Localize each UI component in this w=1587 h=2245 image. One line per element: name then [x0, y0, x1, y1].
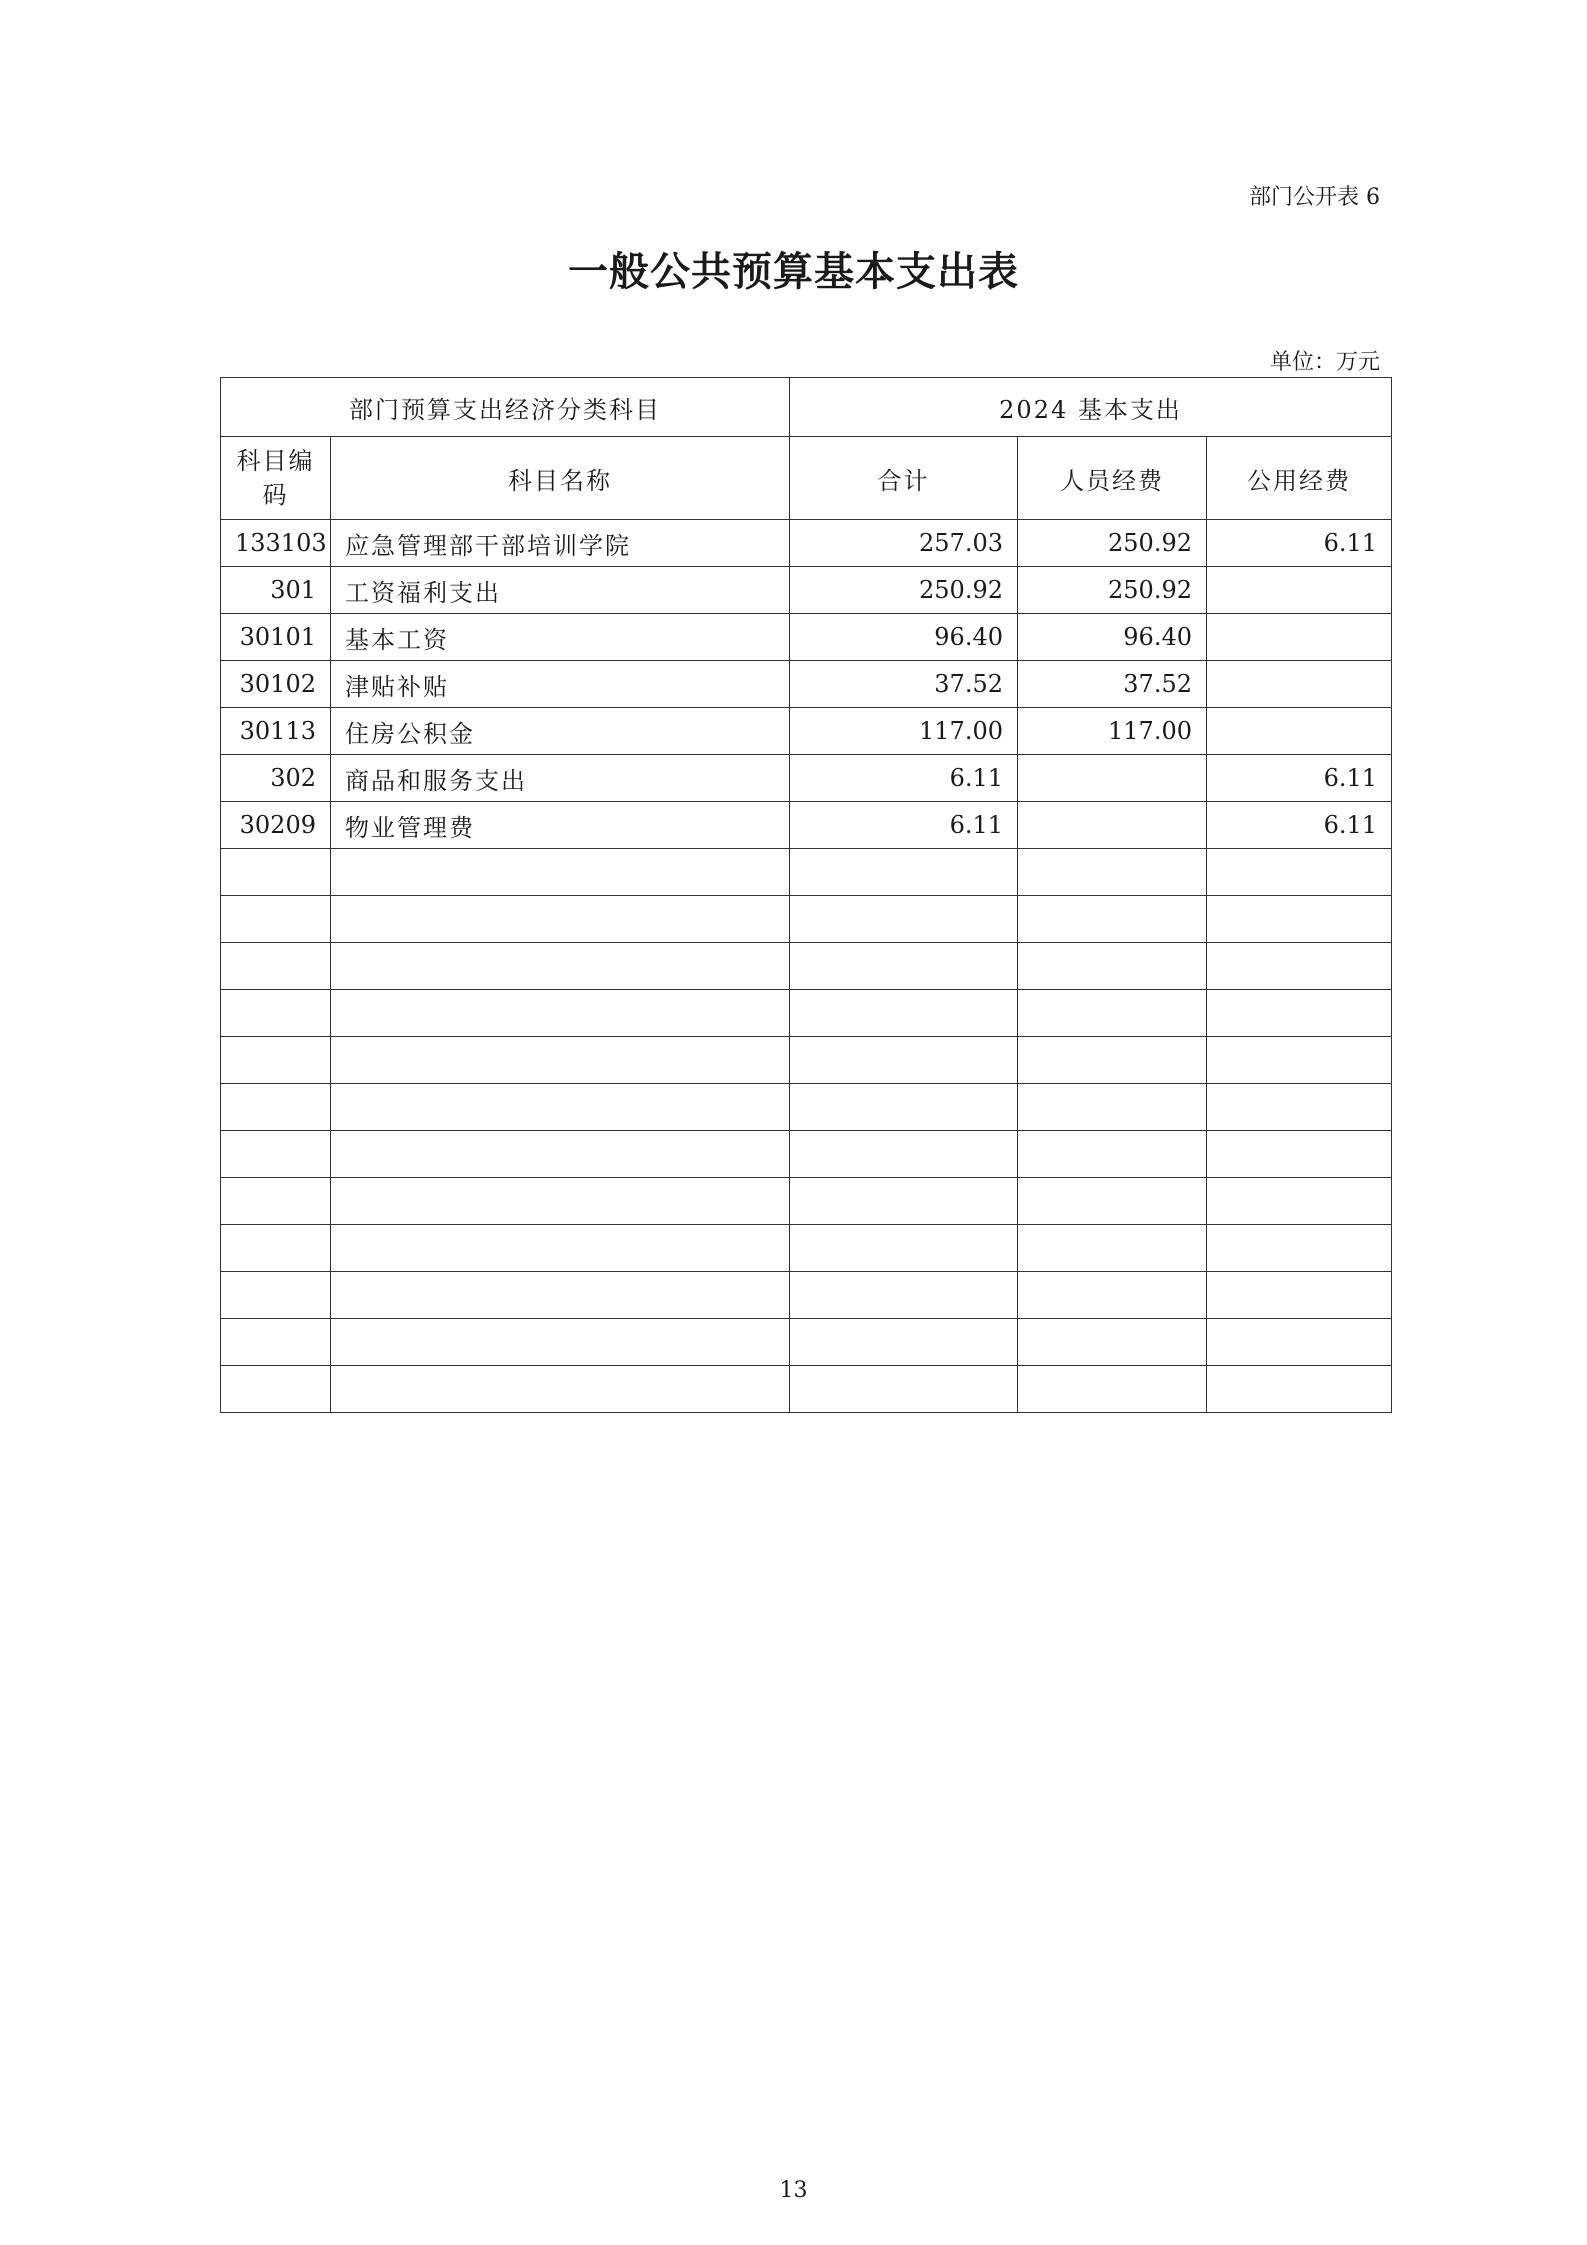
empty-cell [1018, 943, 1207, 990]
cell-total: 257.03 [790, 520, 1018, 567]
empty-cell [221, 1272, 331, 1319]
empty-cell [1207, 1084, 1392, 1131]
empty-cell [1018, 1037, 1207, 1084]
empty-cell [1018, 1178, 1207, 1225]
table-row [221, 755, 1392, 802]
empty-cell [221, 1084, 331, 1131]
cell-personnel: 117.00 [1018, 708, 1207, 755]
empty-cell [1018, 1366, 1207, 1413]
table-row [221, 614, 1392, 661]
table-row [221, 802, 1392, 849]
empty-cell [221, 849, 331, 896]
cell-total: 6.11 [790, 802, 1018, 849]
page-title: 一般公共预算基本支出表 [568, 249, 1019, 295]
empty-cell [331, 1178, 790, 1225]
cell-public [1207, 614, 1392, 661]
cell-code: 30102 [221, 661, 331, 708]
empty-cell [221, 1037, 331, 1084]
cell-name: 工资福利支出 [331, 567, 790, 614]
cell-total: 37.52 [790, 661, 1018, 708]
empty-row [221, 1084, 1392, 1131]
empty-cell [331, 990, 790, 1037]
empty-cell [221, 943, 331, 990]
cell-code: 30113 [221, 708, 331, 755]
header-row-group [221, 378, 1392, 437]
cell-public [1207, 567, 1392, 614]
cell-name: 基本工资 [331, 614, 790, 661]
empty-cell [1207, 1272, 1392, 1319]
empty-row [221, 1272, 1392, 1319]
empty-cell [1207, 990, 1392, 1037]
empty-cell [1207, 1178, 1392, 1225]
empty-cell [1018, 990, 1207, 1037]
cell-total: 6.11 [790, 755, 1018, 802]
cell-public: 6.11 [1207, 755, 1392, 802]
empty-cell [1018, 1131, 1207, 1178]
cell-public: 6.11 [1207, 802, 1392, 849]
cell-name: 津贴补贴 [331, 661, 790, 708]
empty-row [221, 1178, 1392, 1225]
empty-cell [331, 1319, 790, 1366]
empty-cell [331, 1272, 790, 1319]
cell-personnel: 37.52 [1018, 661, 1207, 708]
empty-row [221, 1131, 1392, 1178]
header-group-right: 2024 基本支出 [790, 378, 1392, 437]
empty-cell [221, 1225, 331, 1272]
empty-cell [1018, 896, 1207, 943]
empty-cell [790, 990, 1018, 1037]
empty-cell [1207, 1037, 1392, 1084]
empty-cell [221, 1131, 331, 1178]
cell-name: 商品和服务支出 [331, 755, 790, 802]
cell-name: 住房公积金 [331, 708, 790, 755]
empty-cell [331, 849, 790, 896]
empty-cell [1018, 1272, 1207, 1319]
empty-cell [221, 990, 331, 1037]
header-group-left: 部门预算支出经济分类科目 [221, 378, 790, 437]
cell-personnel [1018, 755, 1207, 802]
empty-cell [1207, 1366, 1392, 1413]
cell-total: 96.40 [790, 614, 1018, 661]
empty-cell [790, 1037, 1018, 1084]
empty-cell [1207, 943, 1392, 990]
cell-public [1207, 708, 1392, 755]
empty-cell [790, 896, 1018, 943]
table-row [221, 661, 1392, 708]
empty-row [221, 1319, 1392, 1366]
table-row [221, 520, 1392, 567]
empty-row [221, 1225, 1392, 1272]
cell-code: 301 [221, 567, 331, 614]
header-personnel: 人员经费 [1018, 437, 1207, 520]
empty-cell [790, 1131, 1018, 1178]
empty-cell [1018, 1319, 1207, 1366]
empty-cell [1207, 1225, 1392, 1272]
header-row-columns [221, 437, 1392, 520]
empty-cell [1207, 1319, 1392, 1366]
page-number: 13 [779, 2178, 808, 2203]
empty-row [221, 1366, 1392, 1413]
cell-code: 30209 [221, 802, 331, 849]
cell-code: 133103 [221, 520, 331, 567]
cell-name: 应急管理部干部培训学院 [331, 520, 790, 567]
empty-cell [221, 1366, 331, 1413]
cell-public: 6.11 [1207, 520, 1392, 567]
empty-cell [790, 1178, 1018, 1225]
empty-cell [790, 1084, 1018, 1131]
empty-row [221, 1037, 1392, 1084]
cell-name: 物业管理费 [331, 802, 790, 849]
cell-personnel: 250.92 [1018, 567, 1207, 614]
empty-row [221, 943, 1392, 990]
empty-cell [221, 1319, 331, 1366]
table-row [221, 567, 1392, 614]
cell-code: 30101 [221, 614, 331, 661]
empty-cell [790, 1225, 1018, 1272]
empty-cell [1207, 849, 1392, 896]
empty-cell [790, 1319, 1018, 1366]
unit-label: 单位：万元 [1269, 350, 1380, 375]
empty-cell [1207, 1131, 1392, 1178]
empty-cell [790, 1366, 1018, 1413]
empty-cell [331, 1366, 790, 1413]
empty-cell [331, 1037, 790, 1084]
cell-code: 302 [221, 755, 331, 802]
table-row [221, 708, 1392, 755]
empty-cell [790, 849, 1018, 896]
empty-cell [331, 1131, 790, 1178]
empty-cell [1018, 1084, 1207, 1131]
empty-cell [331, 896, 790, 943]
empty-cell [331, 943, 790, 990]
budget-table [220, 377, 1392, 1413]
cell-personnel: 96.40 [1018, 614, 1207, 661]
empty-cell [331, 1225, 790, 1272]
header-total: 合计 [790, 437, 1018, 520]
empty-row [221, 896, 1392, 943]
empty-row [221, 990, 1392, 1037]
empty-cell [1018, 849, 1207, 896]
empty-cell [1207, 896, 1392, 943]
header-name: 科目名称 [331, 437, 790, 520]
empty-cell [331, 1084, 790, 1131]
empty-cell [790, 943, 1018, 990]
cell-total: 117.00 [790, 708, 1018, 755]
empty-row [221, 849, 1392, 896]
header-code: 科目编码 [221, 437, 331, 520]
empty-cell [1018, 1225, 1207, 1272]
table-number: 部门公开表 6 [1249, 185, 1380, 210]
empty-cell [790, 1272, 1018, 1319]
cell-total: 250.92 [790, 567, 1018, 614]
empty-cell [221, 1178, 331, 1225]
empty-cell [221, 896, 331, 943]
cell-personnel [1018, 802, 1207, 849]
cell-public [1207, 661, 1392, 708]
header-public: 公用经费 [1207, 437, 1392, 520]
cell-personnel: 250.92 [1018, 520, 1207, 567]
